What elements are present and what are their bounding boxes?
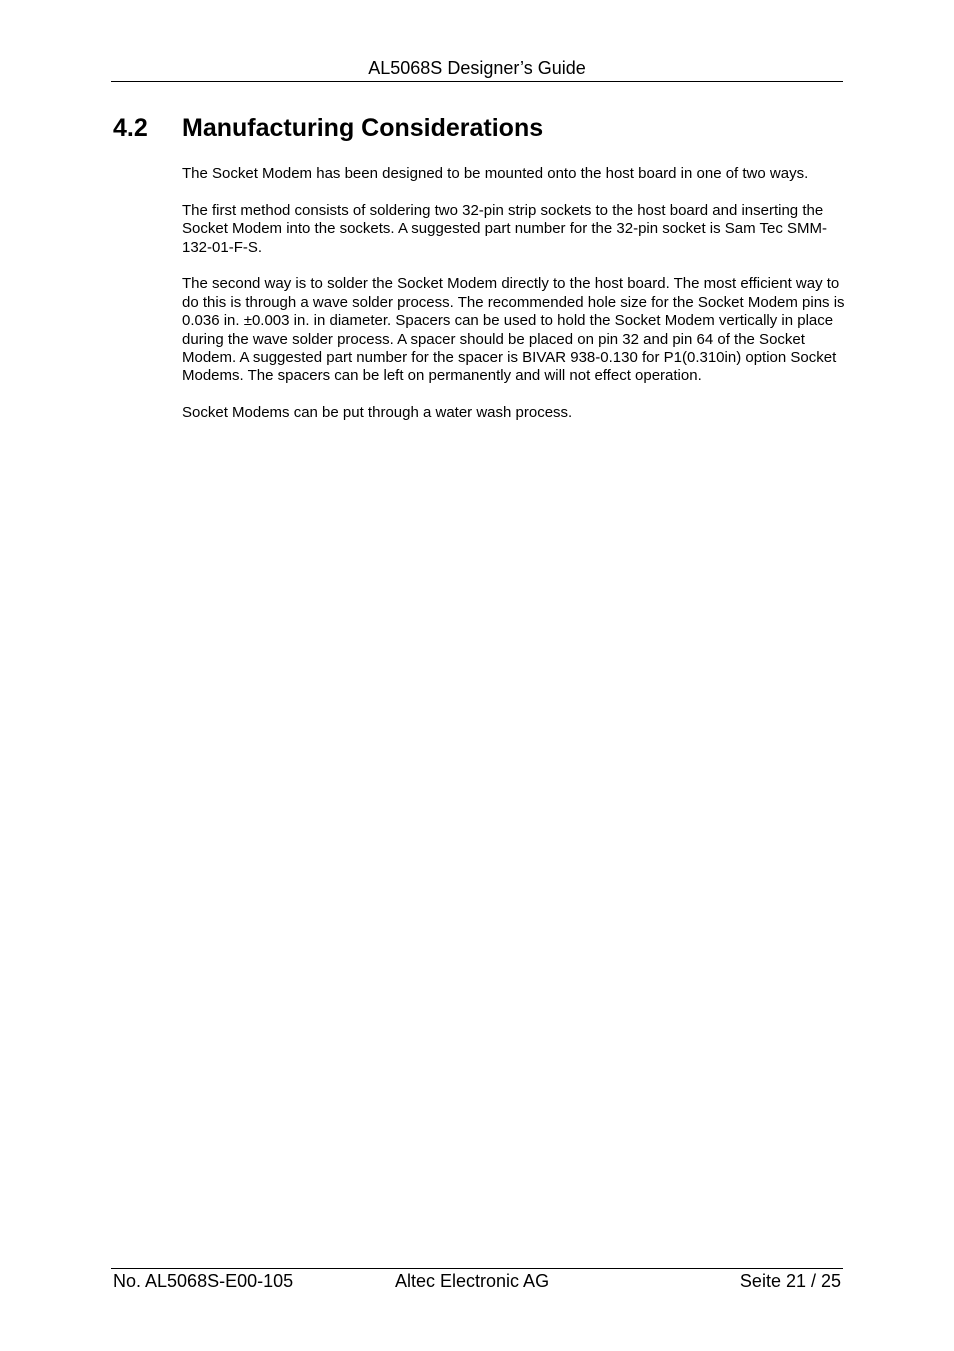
section-body <box>182 165 846 441</box>
section-number: 4.2 <box>113 114 148 142</box>
paragraph-socket-method: The first method consists of soldering two 32-pin strip sockets to the host board and inserting the Socket Modem into the sockets. A suggested part number for the 32-pin socket is Sam Tec SMM-132-01-F-S. <box>182 201 828 256</box>
company-name: Altec Electronic AG <box>395 1271 550 1291</box>
paragraph-water-wash: Socket Modems can be put through a water wash process. <box>182 404 573 422</box>
page-number: Seite 21 / 25 <box>739 1271 841 1291</box>
page-footer <box>111 1270 843 1292</box>
footer-divider <box>111 1268 843 1269</box>
header-divider <box>111 81 843 82</box>
paragraph-mounting-intro: The Socket Modem has been designed to be mounted onto the host board in one of two ways. <box>182 165 809 182</box>
section-heading <box>113 112 543 144</box>
running-header-title: AL5068S Designer’s Guide <box>368 58 586 78</box>
document-number: No. AL5068S-E00-105 <box>113 1271 294 1291</box>
paragraph-solder-method: The second way is to solder the Socket Modem directly to the host board. The most efficient way to do this is through a wave solder process. The recommended hole size for the Socket Modem pins is 0.036 in. ±0.003 in. in diameter. Spacers can be used to hold the Socket Modem vertically in place during the wave solder process. A spacer should be placed on pin 32 and pin 64 of the Socket Modem. A suggested part number for the spacer is BIVAR 938-0.130 for P1(0.310in) option Socket Modems. The spacers can be left on permanently and will not effect operation. <box>182 275 845 385</box>
section-title: Manufacturing Considerations <box>182 114 544 142</box>
